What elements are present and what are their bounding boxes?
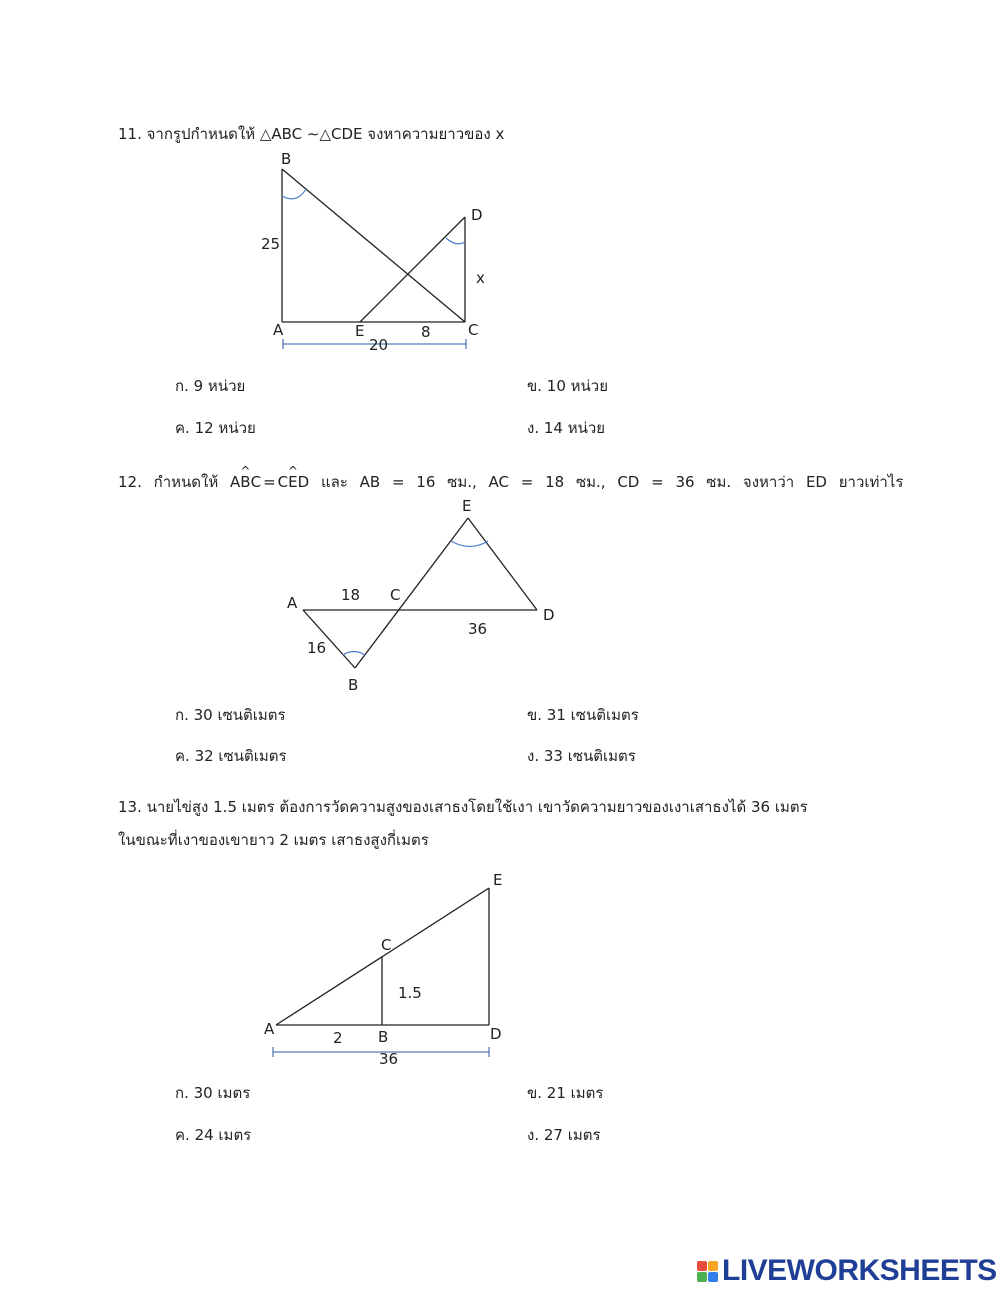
q11-label-C: C bbox=[468, 321, 479, 339]
q12-label-E: E bbox=[462, 497, 472, 515]
q13-label-A: A bbox=[264, 1020, 275, 1038]
q11-label-B: B bbox=[281, 150, 292, 168]
logo-tile-4 bbox=[708, 1272, 718, 1282]
q12-text-start: 12. กำหนดให้ bbox=[118, 473, 219, 491]
q12-equals: = bbox=[263, 473, 276, 491]
liveworksheets-wordmark: LIVEWORKSHEETS bbox=[722, 1254, 997, 1287]
q12-length-ac: 18 bbox=[341, 586, 361, 604]
q12-option-a[interactable]: ก. 30 เซนติเมตร bbox=[175, 706, 286, 724]
q13-length-ab: 2 bbox=[333, 1029, 343, 1047]
q13-option-a[interactable]: ก. 30 เมตร bbox=[175, 1084, 251, 1102]
q13-option-d[interactable]: ง. 27 เมตร bbox=[527, 1126, 601, 1144]
q13-label-C: C bbox=[381, 936, 392, 954]
q12-option-d[interactable]: ง. 33 เซนติเมตร bbox=[527, 747, 636, 765]
q13-option-b[interactable]: ข. 21 เมตร bbox=[527, 1084, 604, 1102]
q12-label-A: A bbox=[287, 594, 298, 612]
q11-option-c[interactable]: ค. 12 หน่วย bbox=[175, 419, 256, 437]
q13-label-D: D bbox=[490, 1025, 502, 1043]
logo-tile-3 bbox=[697, 1272, 707, 1282]
q11-length-ac: 20 bbox=[369, 336, 389, 354]
q12-text-end: และ AB = 16 ซม., AC = 18 ซม., CD = 36 ซม. จงหาว่า ED ยาวเท่าไร bbox=[320, 473, 904, 491]
q11-option-d[interactable]: ง. 14 หน่วย bbox=[527, 419, 606, 437]
q12-label-B: B bbox=[348, 676, 359, 694]
question-13-line-2: ในขณะที่เงาของเขายาว 2 เมตร เสาธงสูงกี่เมตร bbox=[118, 831, 429, 849]
q12-option-b[interactable]: ข. 31 เซนติเมตร bbox=[527, 706, 639, 724]
q12-label-D: D bbox=[543, 606, 555, 624]
q12-option-c[interactable]: ค. 32 เซนติเมตร bbox=[175, 747, 287, 765]
liveworksheets-logo bbox=[697, 1254, 997, 1288]
q13-label-E: E bbox=[493, 871, 503, 889]
q13-triangle-lines bbox=[276, 888, 489, 1025]
q11-label-D: D bbox=[471, 206, 483, 224]
q12-angle-ced: C^ ED bbox=[278, 473, 310, 491]
q13-option-c[interactable]: ค. 24 เมตร bbox=[175, 1126, 252, 1144]
q13-length-bc: 1.5 bbox=[398, 984, 422, 1002]
q11-length-x: x bbox=[476, 269, 485, 287]
logo-tile-1 bbox=[697, 1261, 707, 1271]
logo-tile-2 bbox=[708, 1261, 718, 1271]
q12-length-cd: 36 bbox=[468, 620, 488, 638]
q13-label-B: B bbox=[378, 1028, 389, 1046]
q11-length-ab: 25 bbox=[261, 235, 281, 253]
q11-label-A: A bbox=[273, 321, 284, 339]
q13-length-ad: 36 bbox=[379, 1050, 399, 1068]
q11-length-ec: 8 bbox=[421, 323, 431, 341]
q11-label-E: E bbox=[355, 322, 365, 340]
liveworksheets-logo-icon bbox=[697, 1261, 718, 1282]
q11-option-a[interactable]: ก. 9 หน่วย bbox=[175, 377, 246, 395]
q12-length-ab: 16 bbox=[307, 639, 327, 657]
question-13-line-1: 13. นายไข่สูง 1.5 เมตร ต้องการวัดความสูงของเสาธงโดยใช้เงา เขาวัดความยาวของเงาเสาธงได้ 36 เมตร bbox=[118, 798, 808, 816]
question-11-text: 11. จากรูปกำหนดให้ △ABC ∼△CDE จงหาความยาวของ x bbox=[118, 125, 505, 143]
q12-label-C: C bbox=[390, 586, 401, 604]
q11-option-b[interactable]: ข. 10 หน่วย bbox=[527, 377, 608, 395]
q12-angle-abc: A^ BC bbox=[230, 473, 261, 491]
